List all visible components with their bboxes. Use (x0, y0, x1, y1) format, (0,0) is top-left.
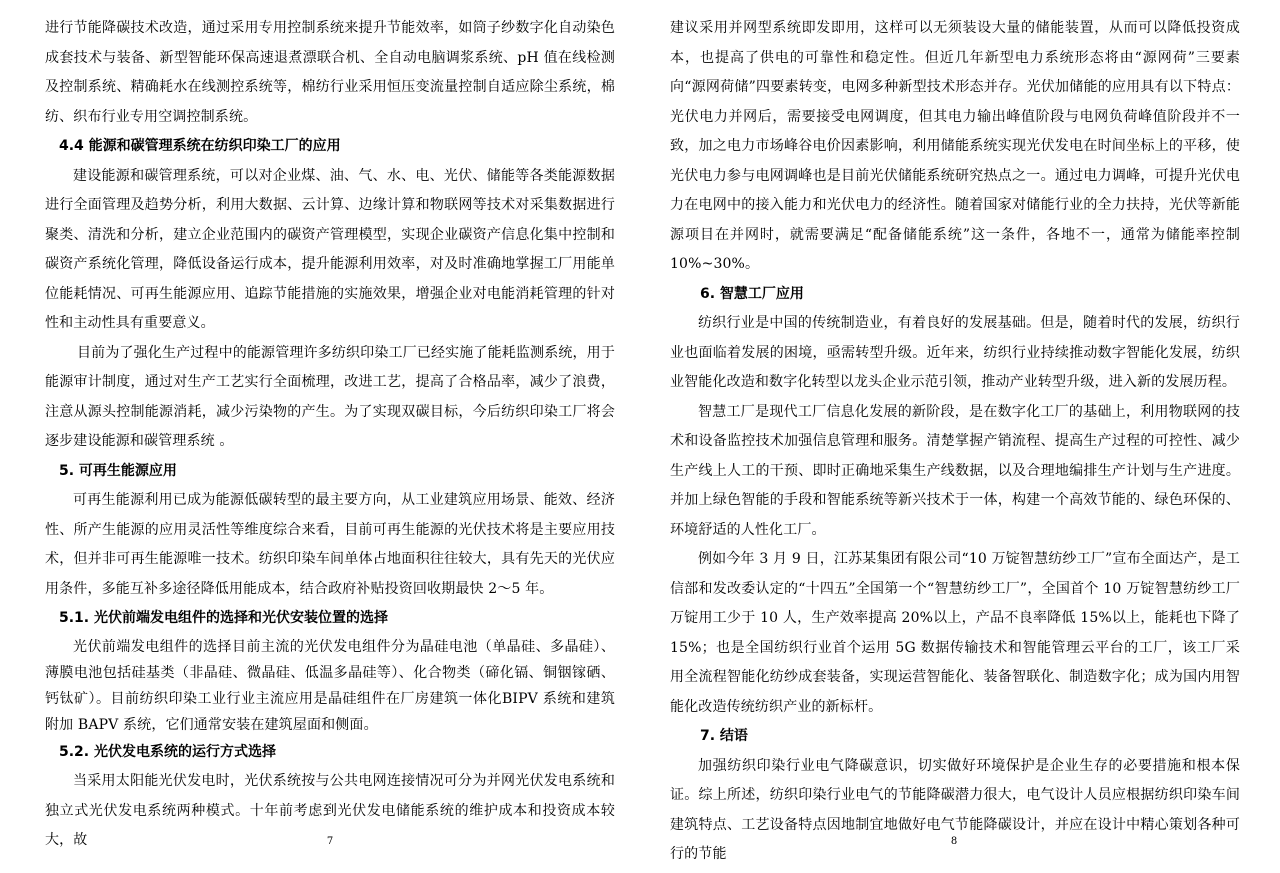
section-heading-5-1: 5.1. 光伏前端发电组件的选择和光伏安装位置的选择 (59, 610, 388, 626)
paragraph: 目前为了强化生产过程中的能源管理许多纺织印染工厂已经实施了能耗监测系统，用于能源审计制度，通过对生产工艺实行全面梳理，改进工艺，提高了合格品率，减少了浪费，注意从源头控制能源消耗，减少污染物的产生。为了实现双碳目标，今后纺织印染工厂将会逐步建设能源和碳管理系统 。 (45, 344, 615, 449)
paragraph: 建设能源和碳管理系统，可以对企业煤、油、气、水、电、光伏、储能等各类能源数据进行全面管理及趋势分析，利用大数据、云计算、边缘计算和物联网等技术对采集数据进行聚类、清洗和分析，建立企业范围内的碳资产管理模型，实现企业碳资产信息化集中控制和碳资产系统化管理，降低设备运行成本，提升能源利用效率，对及时准确地掌握工厂用能单位能耗情况、可再生能源应用、追踪节能措施的实施效果，增强企业对电能消耗管理的针对性和主动性具有重要意义。 (45, 167, 615, 331)
right-page (670, 14, 1240, 870)
paragraph: 加强纺织印染行业电气降碳意识，切实做好环境保护是企业生存的必要措施和根本保证。综上所述，纺织印染行业电气的节能降碳潜力很大，电气设计人员应根据纺织印染车间建筑特点、工艺设备特点因地制宜地做好电气节能降碳设计，并应在设计中精心策划各种可行的节能 (670, 757, 1240, 862)
paragraph: 纺织行业是中国的传统制造业，有着良好的发展基础。但是，随着时代的发展，纺织行业也面临着发展的困境，亟需转型升级。近年来，纺织行业持续推动数字智能化发展，纺织业智能化改造和数字化转型以龙头企业示范引领，推动产业转型升级，进入新的发展历程。 (670, 315, 1240, 390)
paragraph: 进行节能降碳技术改造，通过采用专用控制系统来提升节能效率，如筒子纱数字化自动染色成套技术与装备、新型智能环保高速退煮漂联合机、全自动电脑调浆系统、pH 值在线检测及控制系统、精确耗水在线测控系统等，棉纺行业采用恒压变流量控制自适应除尘系统，棉纺、织布行业专用空调控制系统。 (45, 20, 615, 125)
page-number-right: 8 (950, 836, 958, 847)
section-heading-5-2: 5.2. 光伏发电系统的运行方式选择 (59, 743, 276, 760)
left-page (45, 14, 615, 856)
paragraph: 可再生能源利用已成为能源低碳转型的最主要方向，从工业建筑应用场景、能效、经济性、所产生能源的应用灵活性等维度综合来看，目前可再生能源的光伏技术将是主要应用技术，但并非可再生能源唯一技术。纺织印染车间单体占地面积往往较大，具有先天的光伏应用条件，多能互补多途径降低用能成本，结合政府补贴投资回收期最快 2～5 年。 (45, 492, 615, 597)
paragraph: 当采用太阳能光伏发电时，光伏系统按与公共电网连接情况可分为并网光伏发电系统和独立式光伏发电系统两种模式。十年前考虑到光伏发电储能系统的维护成本和投资成本较大，故 (45, 773, 615, 848)
section-heading-5: 5. 可再生能源应用 (59, 462, 177, 479)
section-heading-4-4: 4.4 能源和碳管理系统在纺织印染工厂的应用 (59, 138, 341, 154)
paragraph: 光伏前端发电组件的选择目前主流的光伏发电组件分为晶硅电池（单晶硅、多晶硅）、薄膜电池包括硅基类（非晶硅、微晶硅、低温多晶硅等）、化合物类（碲化镉、铜铟镓硒、钙钛矿）。目前纺织印染工业行业主流应用是晶硅组件在厂房建筑一体化BIPV 系统和建筑附加 BAPV 系统，它们通常安装在建筑屋面和侧面。 (45, 638, 615, 733)
page-number-left: 7 (326, 836, 334, 847)
section-heading-7: 7. 结语 (700, 728, 748, 744)
paragraph: 建议采用并网型系统即发即用，这样可以无须装设大量的储能装置，从而可以降低投资成本，也提高了供电的可靠性和稳定性。但近几年新型电力系统形态将由“源网荷”三要素向“源网荷储”四要素转变，电网多种新型技术形态并存。光伏加储能的应用具有以下特点：光伏电力并网后，需要接受电网调度，但其电力输出峰值阶段与电网负荷峰值阶段并不一致，加之电力市场峰谷电价因素影响，利用储能系统实现光伏发电在时间坐标上的平移，使光伏电力参与电网调峰也是目前光伏储能系统研究热点之一。通过电力调峰，可提升光伏电力在电网中的接入能力和光伏电力的经济性。随着国家对储能行业的全力扶持，光伏等新能源项目在并网时，就需要满足“配备储能系统”这一条件，各地不一，通常为储能率控制 10%~30%。 (670, 20, 1240, 272)
paragraph: 例如今年 3 月 9 日，江苏某集团有限公司“10 万锭智慧纺纱工厂”宣布全面达产，是工信部和发改委认定的“十四五”全国第一个“智慧纺纱工厂”，全国首个 10 万锭智慧纺纱工厂万锭用工少于 10 人，生产效率提高 20%以上，产品不良率降低 15%以上，能耗也下降了 15%；也是全国纺织行业首个运用 5G 数据传输技术和智能管理云平台的工厂，该工厂采用全流程智能化纺纱成套装备，实现运营智能化、装备智联化、制造数字化；成为国内用智能化改造传统纺织产业的新标杆。 (670, 551, 1240, 715)
paragraph: 智慧工厂是现代工厂信息化发展的新阶段，是在数字化工厂的基础上，利用物联网的技术和设备监控技术加强信息管理和服务。清楚掌握产销流程、提高生产过程的可控性、减少生产线上人工的干预、即时正确地采集生产线数据，以及合理地编排生产计划与生产进度。并加上绿色智能的手段和智能系统等新兴技术于一体，构建一个高效节能的、绿色环保的、环境舒适的人性化工厂。 (670, 403, 1240, 538)
section-heading-6: 6. 智慧工厂应用 (700, 285, 804, 302)
